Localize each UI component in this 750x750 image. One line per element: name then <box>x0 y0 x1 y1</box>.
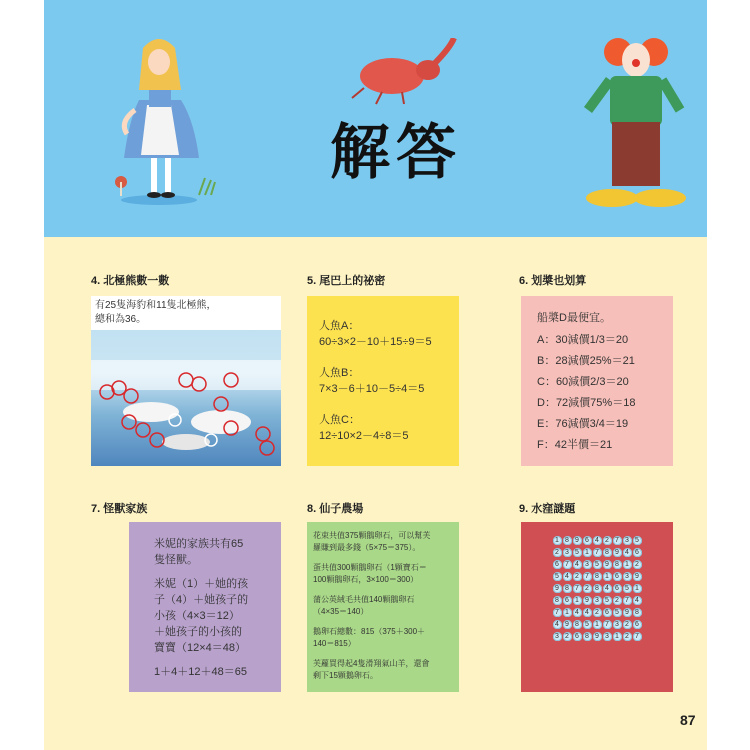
answer-line: 鵝卵石總數：815（375＋300＋ <box>313 627 426 636</box>
puzzle-cell: 3 <box>563 548 572 557</box>
section-heading: 9. 水窪謎題 <box>519 503 576 515</box>
answer-line: 蛋共值300顆鵝卵石（1顆寶石＝ <box>313 563 427 572</box>
puzzle-cell: 2 <box>613 596 622 605</box>
puzzle-cell: 8 <box>563 584 572 593</box>
puzzle-cell: 5 <box>633 536 642 545</box>
puzzle-cell: 8 <box>613 560 622 569</box>
puzzle-cell: 6 <box>553 560 562 569</box>
puzzle-cell: 8 <box>593 572 602 581</box>
puzzle-cell: 6 <box>573 632 582 641</box>
puzzle-cell: 2 <box>633 560 642 569</box>
puzzle-cell: 8 <box>633 608 642 617</box>
answer-line: E：76減價3/4＝19 <box>537 418 629 430</box>
answer-line: 總和為36。 <box>95 314 147 325</box>
clown-illustration <box>574 30 694 220</box>
section-heading: 4. 北極熊數一數 <box>91 275 170 287</box>
puzzle-cell: 2 <box>623 632 632 641</box>
puzzle-cell: 5 <box>623 584 632 593</box>
puzzle-cell: 3 <box>593 596 602 605</box>
puzzle-cell: 1 <box>603 572 612 581</box>
puzzle-cell: 5 <box>553 572 562 581</box>
puzzle-cell: 2 <box>563 632 572 641</box>
puzzle-cell: 3 <box>583 560 592 569</box>
puzzle-cell: 7 <box>613 536 622 545</box>
answer-line: 米妮的家族共有65 <box>154 538 244 550</box>
polar-bear-answer-card <box>91 296 281 466</box>
section-heading: 6. 划槳也划算 <box>519 275 587 287</box>
puzzle-cell: 2 <box>583 584 592 593</box>
page-title: 解答 <box>330 118 462 188</box>
answer-line: （4×35＝140） <box>313 607 369 616</box>
answer-line: 60÷3×2－10＋15÷9＝5 <box>319 336 432 348</box>
puzzle-cell: 4 <box>573 560 582 569</box>
puzzle-cell: 4 <box>593 536 602 545</box>
answer-line: 羅賺到最多錢（5×75＝375）。 <box>313 543 421 552</box>
answer-line: 芙蘿買得起4隻滑翔氣山羊，還會 <box>313 659 430 668</box>
puzzle-cell: 3 <box>623 572 632 581</box>
mermaid-answer-card <box>307 296 459 466</box>
puzzle-cell: 4 <box>623 548 632 557</box>
answer-line: 140＝815） <box>313 639 356 648</box>
header-banner <box>44 0 707 237</box>
puzzle-cell: 5 <box>603 596 612 605</box>
puzzle-cell: 8 <box>563 536 572 545</box>
answer-line: 寶寶（12×4＝48） <box>154 642 247 654</box>
puzzle-cell: 5 <box>593 560 602 569</box>
section-heading: 7. 怪獸家族 <box>91 503 148 515</box>
puzzle-cell: 1 <box>613 632 622 641</box>
puzzle-cell: 5 <box>613 608 622 617</box>
puzzle-cell: 7 <box>583 572 592 581</box>
puzzle-cell: 4 <box>563 572 572 581</box>
puzzle-cell: 2 <box>573 572 582 581</box>
puzzle-cell: 7 <box>603 620 612 629</box>
answer-line: 7×3－6＋10－5÷4＝5 <box>319 383 425 395</box>
puzzle-cell: 6 <box>613 584 622 593</box>
puzzle-cell: 4 <box>603 584 612 593</box>
puzzle-cell: 2 <box>603 536 612 545</box>
answer-line: 米妮（1）＋她的孩 <box>154 578 249 590</box>
answer-line: 人魚C： <box>319 414 360 426</box>
answer-line: 花束共值375顆鵝卵石，可以幫芙 <box>313 531 431 540</box>
puzzle-row <box>521 608 673 617</box>
puzzle-cell: 7 <box>623 596 632 605</box>
answer-line: ＋她孩子的小孩的 <box>154 626 242 638</box>
answer-line: 蒲公英絨毛共值140顆鵝卵石 <box>313 595 415 604</box>
puzzle-cell: 1 <box>593 620 602 629</box>
puzzle-row <box>521 596 673 605</box>
puzzle-cell: 4 <box>573 608 582 617</box>
puzzle-cell: 1 <box>633 584 642 593</box>
puzzle-cell: 5 <box>583 620 592 629</box>
answer-line: 小孩（4×3＝12） <box>154 610 240 622</box>
beetle-illustration <box>342 38 462 108</box>
puzzle-cell: 3 <box>623 536 632 545</box>
answer-line: 剩下15顆鵝卵石。 <box>313 671 378 680</box>
puzzle-cell: 9 <box>573 536 582 545</box>
section-heading: 8. 仙子農場 <box>307 503 364 515</box>
puzzle-row <box>521 536 673 545</box>
puzzle-cell: 1 <box>563 608 572 617</box>
puzzle-cell: 8 <box>553 596 562 605</box>
puzzle-cell: 1 <box>583 548 592 557</box>
polar-bear-scene <box>91 330 281 466</box>
answer-line: D：72減價75%＝18 <box>537 397 636 409</box>
puzzle-cell: 3 <box>613 620 622 629</box>
puzzle-cell: 3 <box>603 632 612 641</box>
puzzle-cell: 2 <box>593 608 602 617</box>
puzzle-row <box>521 584 673 593</box>
puzzle-cell: 9 <box>563 620 572 629</box>
puzzle-cell: 6 <box>613 572 622 581</box>
puzzle-cell: 7 <box>563 560 572 569</box>
puzzle-cell: 6 <box>633 548 642 557</box>
answer-line: 有25隻海豹和11隻北極熊， <box>95 300 217 311</box>
answer-line: 人魚B： <box>319 367 360 379</box>
puzzle-row <box>521 620 673 629</box>
puzzle-cell: 2 <box>623 620 632 629</box>
puzzle-cell: 7 <box>633 632 642 641</box>
page-number: 87 <box>680 712 696 728</box>
answer-line: F：42半價＝21 <box>537 439 613 451</box>
puzzle-cell: 8 <box>583 632 592 641</box>
answer-line: 12÷10×2－4÷8＝5 <box>319 430 409 442</box>
puzzle-cell: 9 <box>613 548 622 557</box>
puddle-puzzle-card <box>521 522 673 692</box>
puzzle-cell: 9 <box>633 572 642 581</box>
answer-line: 1＋4＋12＋48＝65 <box>154 666 247 678</box>
puzzle-row <box>521 548 673 557</box>
puzzle-cell: 3 <box>553 632 562 641</box>
puzzle-cell: 6 <box>583 536 592 545</box>
answer-line: C：60減價2/3＝20 <box>537 376 629 388</box>
answer-line: 人魚A： <box>319 320 360 332</box>
fairy-farm-answer-card <box>307 522 459 692</box>
section-heading: 5. 尾巴上的祕密 <box>307 275 386 287</box>
puzzle-cell: 1 <box>573 596 582 605</box>
puzzle-cell: 7 <box>553 608 562 617</box>
puzzle-cell: 8 <box>593 584 602 593</box>
puzzle-cell: 5 <box>573 548 582 557</box>
puzzle-cell: 6 <box>563 596 572 605</box>
puzzle-row <box>521 632 673 641</box>
puzzle-cell: 1 <box>623 560 632 569</box>
puzzle-cell: 9 <box>593 632 602 641</box>
puzzle-grid <box>521 536 673 641</box>
puzzle-cell: 6 <box>603 608 612 617</box>
puzzle-row <box>521 572 673 581</box>
answer-line: A：30減價1/3＝20 <box>537 334 629 346</box>
answer-line: B：28減價25%＝21 <box>537 355 635 367</box>
answer-line: 隻怪獸。 <box>154 554 198 566</box>
answer-line: 100顆鵝卵石，3×100＝300） <box>313 575 419 584</box>
monster-family-answer-card <box>129 522 281 692</box>
puzzle-cell: 4 <box>583 608 592 617</box>
puzzle-cell: 9 <box>623 608 632 617</box>
paddle-answer-card <box>521 296 673 466</box>
puzzle-cell: 2 <box>553 548 562 557</box>
puzzle-cell: 4 <box>633 596 642 605</box>
alice-illustration <box>99 30 229 210</box>
puzzle-cell: 9 <box>603 560 612 569</box>
puzzle-cell: 9 <box>583 596 592 605</box>
answer-line: 船槳D最便宜。 <box>537 312 611 324</box>
puzzle-cell: 6 <box>633 620 642 629</box>
puzzle-cell: 8 <box>603 548 612 557</box>
puzzle-cell: 1 <box>553 536 562 545</box>
puzzle-row <box>521 560 673 569</box>
answer-line: 子（4）＋她孩子的 <box>154 594 249 606</box>
page <box>44 0 707 750</box>
puzzle-cell: 7 <box>593 548 602 557</box>
puzzle-cell: 7 <box>573 584 582 593</box>
puzzle-cell: 9 <box>553 584 562 593</box>
puzzle-cell: 8 <box>573 620 582 629</box>
puzzle-cell: 4 <box>553 620 562 629</box>
